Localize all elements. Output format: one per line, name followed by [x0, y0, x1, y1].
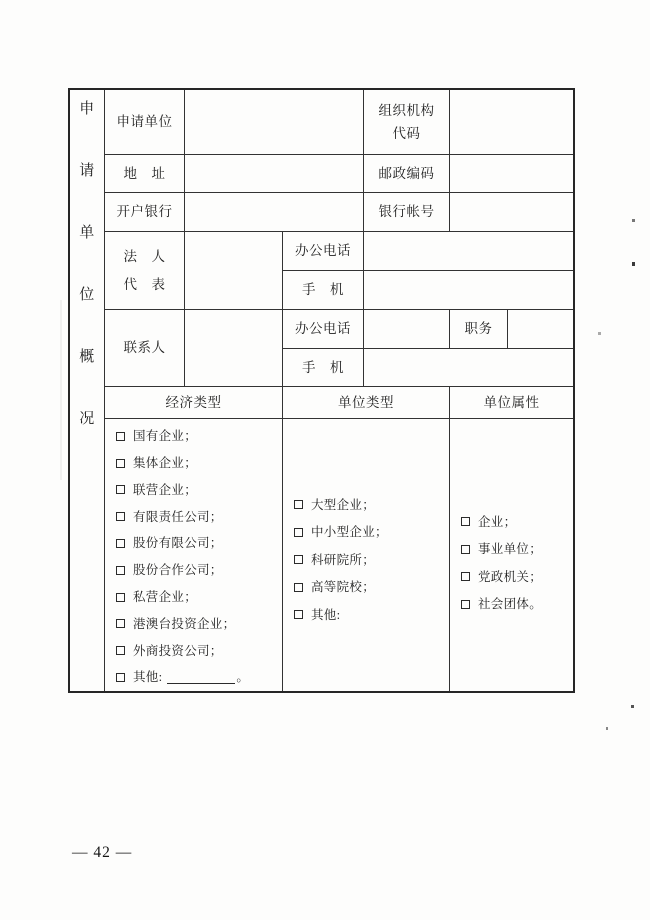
checkbox-icon: [294, 583, 303, 592]
org-code-label: [364, 90, 450, 155]
contact-person-value-cell: [185, 310, 283, 387]
bank-value-cell: [185, 193, 364, 232]
checkbox-label: 其他:: [311, 607, 341, 622]
checkbox-icon: [116, 539, 125, 548]
checkbox-label: 股份有限公司；: [133, 536, 223, 551]
page-number: — 42 —: [72, 844, 133, 861]
bank-account-value-cell: [450, 193, 573, 232]
checkbox-item-other: [105, 664, 282, 691]
duty-value-cell: [508, 310, 573, 349]
unit-attribute-header: 单位属性: [450, 387, 573, 419]
side-label-char: 申: [79, 101, 95, 117]
checkbox-label: 股份合作公司；: [133, 563, 223, 578]
org-code-label-line1: 组织机构: [378, 102, 435, 118]
checkbox-icon: [461, 572, 470, 581]
contact-office-phone-label: 办公电话: [283, 310, 364, 349]
checkbox-icon: [116, 593, 125, 602]
checkbox-icon: [461, 600, 470, 609]
economic-type-list: [105, 419, 283, 691]
legal-rep-office-phone-value-cell: [364, 232, 573, 271]
checkbox-icon: [294, 500, 303, 509]
checkbox-icon: [116, 646, 125, 655]
checkbox-label: 企业；: [478, 514, 517, 529]
fill-in-blank: [167, 672, 235, 684]
scan-artifact: [632, 219, 635, 222]
checkbox-item: [105, 503, 282, 530]
checkbox-label: 大型企业；: [311, 497, 376, 512]
side-label-char: 概: [79, 349, 95, 365]
checkbox-item: [105, 477, 282, 504]
checkbox-label: 国有企业；: [133, 429, 198, 444]
legal-rep-mobile-value-cell: [364, 271, 573, 310]
checkbox-item: [450, 536, 573, 564]
checkbox-label: 其他:: [133, 670, 163, 685]
side-label-char: 单: [79, 225, 95, 241]
checkbox-item: [283, 546, 449, 574]
legal-rep-mobile-label: 手 机: [283, 271, 364, 310]
checkbox-label: 社会团体。: [478, 597, 543, 611]
side-label-char: 况: [79, 411, 95, 427]
checkbox-icon: [116, 485, 125, 494]
contact-mobile-label: 手 机: [283, 349, 364, 387]
scan-artifact: [631, 705, 634, 708]
unit-attribute-list: [450, 419, 573, 691]
checkbox-item: [283, 491, 449, 519]
legal-rep-label: [105, 232, 185, 310]
checkbox-label: 科研院所；: [311, 552, 376, 567]
checkbox-item: [105, 450, 282, 477]
checkbox-icon: [116, 512, 125, 521]
postal-code-value-cell: [450, 155, 573, 193]
checkbox-icon: [116, 432, 125, 441]
scan-artifact: [60, 300, 62, 480]
contact-office-phone-value-cell: [364, 310, 450, 349]
org-code-value-cell: [450, 90, 573, 155]
contact-person-label: 联系人: [105, 310, 185, 387]
checkbox-label: 党政机关；: [478, 569, 543, 584]
checkbox-item: [105, 637, 282, 664]
applicant-name-value-cell: [185, 90, 364, 155]
checkbox-item: [450, 508, 573, 536]
checkbox-label: 中小型企业；: [311, 525, 388, 539]
checkbox-icon: [116, 673, 125, 682]
checkbox-item: [105, 530, 282, 557]
legal-rep-label-line1: 法 人: [123, 249, 166, 264]
address-value-cell: [185, 155, 364, 193]
checkbox-label: 有限责任公司；: [133, 509, 223, 524]
checkbox-label: 联营企业；: [133, 482, 198, 497]
side-label-applicant-unit-overview: [70, 90, 105, 691]
checkbox-item: [450, 591, 573, 619]
checkbox-item: [105, 611, 282, 638]
side-label-char: 请: [79, 163, 95, 179]
bank-account-label: 银行帐号: [364, 193, 450, 232]
checkbox-item: [283, 574, 449, 602]
scan-artifact: [598, 332, 601, 335]
checkbox-item: [283, 519, 449, 547]
duty-label: 职务: [450, 310, 508, 349]
checkbox-icon: [294, 528, 303, 537]
checkbox-item: [283, 601, 449, 629]
scan-artifact: [632, 262, 635, 266]
other-suffix: 。: [236, 670, 250, 685]
checkbox-icon: [294, 610, 303, 619]
legal-rep-office-phone-label: 办公电话: [283, 232, 364, 271]
org-code-label-line2: 代码: [392, 126, 421, 141]
contact-mobile-value-cell: [364, 349, 573, 387]
checkbox-label: 事业单位；: [478, 542, 543, 556]
applicant-overview-form-table: [68, 88, 575, 693]
checkbox-label: 集体企业；: [133, 455, 198, 470]
side-label-char: 位: [79, 287, 95, 303]
checkbox-icon: [116, 566, 125, 575]
checkbox-item: [105, 584, 282, 611]
checkbox-icon: [116, 619, 125, 628]
checkbox-item: [450, 563, 573, 591]
scan-artifact: [606, 727, 608, 730]
checkbox-item: [105, 557, 282, 584]
checkbox-icon: [461, 517, 470, 526]
postal-code-label: 邮政编码: [364, 155, 450, 193]
economic-type-header: 经济类型: [105, 387, 283, 419]
checkbox-label: 港澳台投资企业；: [133, 616, 236, 631]
unit-type-list: [283, 419, 450, 691]
unit-type-header: 单位类型: [283, 387, 450, 419]
address-label: 地 址: [105, 155, 185, 193]
legal-rep-value-cell: [185, 232, 283, 310]
checkbox-label: 私营企业；: [133, 589, 198, 604]
checkbox-icon: [461, 545, 470, 554]
applicant-name-label: 申请单位: [105, 90, 185, 155]
legal-rep-label-line2: 代 表: [123, 276, 166, 292]
checkbox-label: 外商投资公司；: [133, 643, 223, 658]
checkbox-label: 高等院校；: [311, 580, 376, 594]
checkbox-icon: [294, 555, 303, 564]
bank-label: 开户银行: [105, 193, 185, 232]
checkbox-item: [105, 423, 282, 450]
checkbox-icon: [116, 459, 125, 468]
